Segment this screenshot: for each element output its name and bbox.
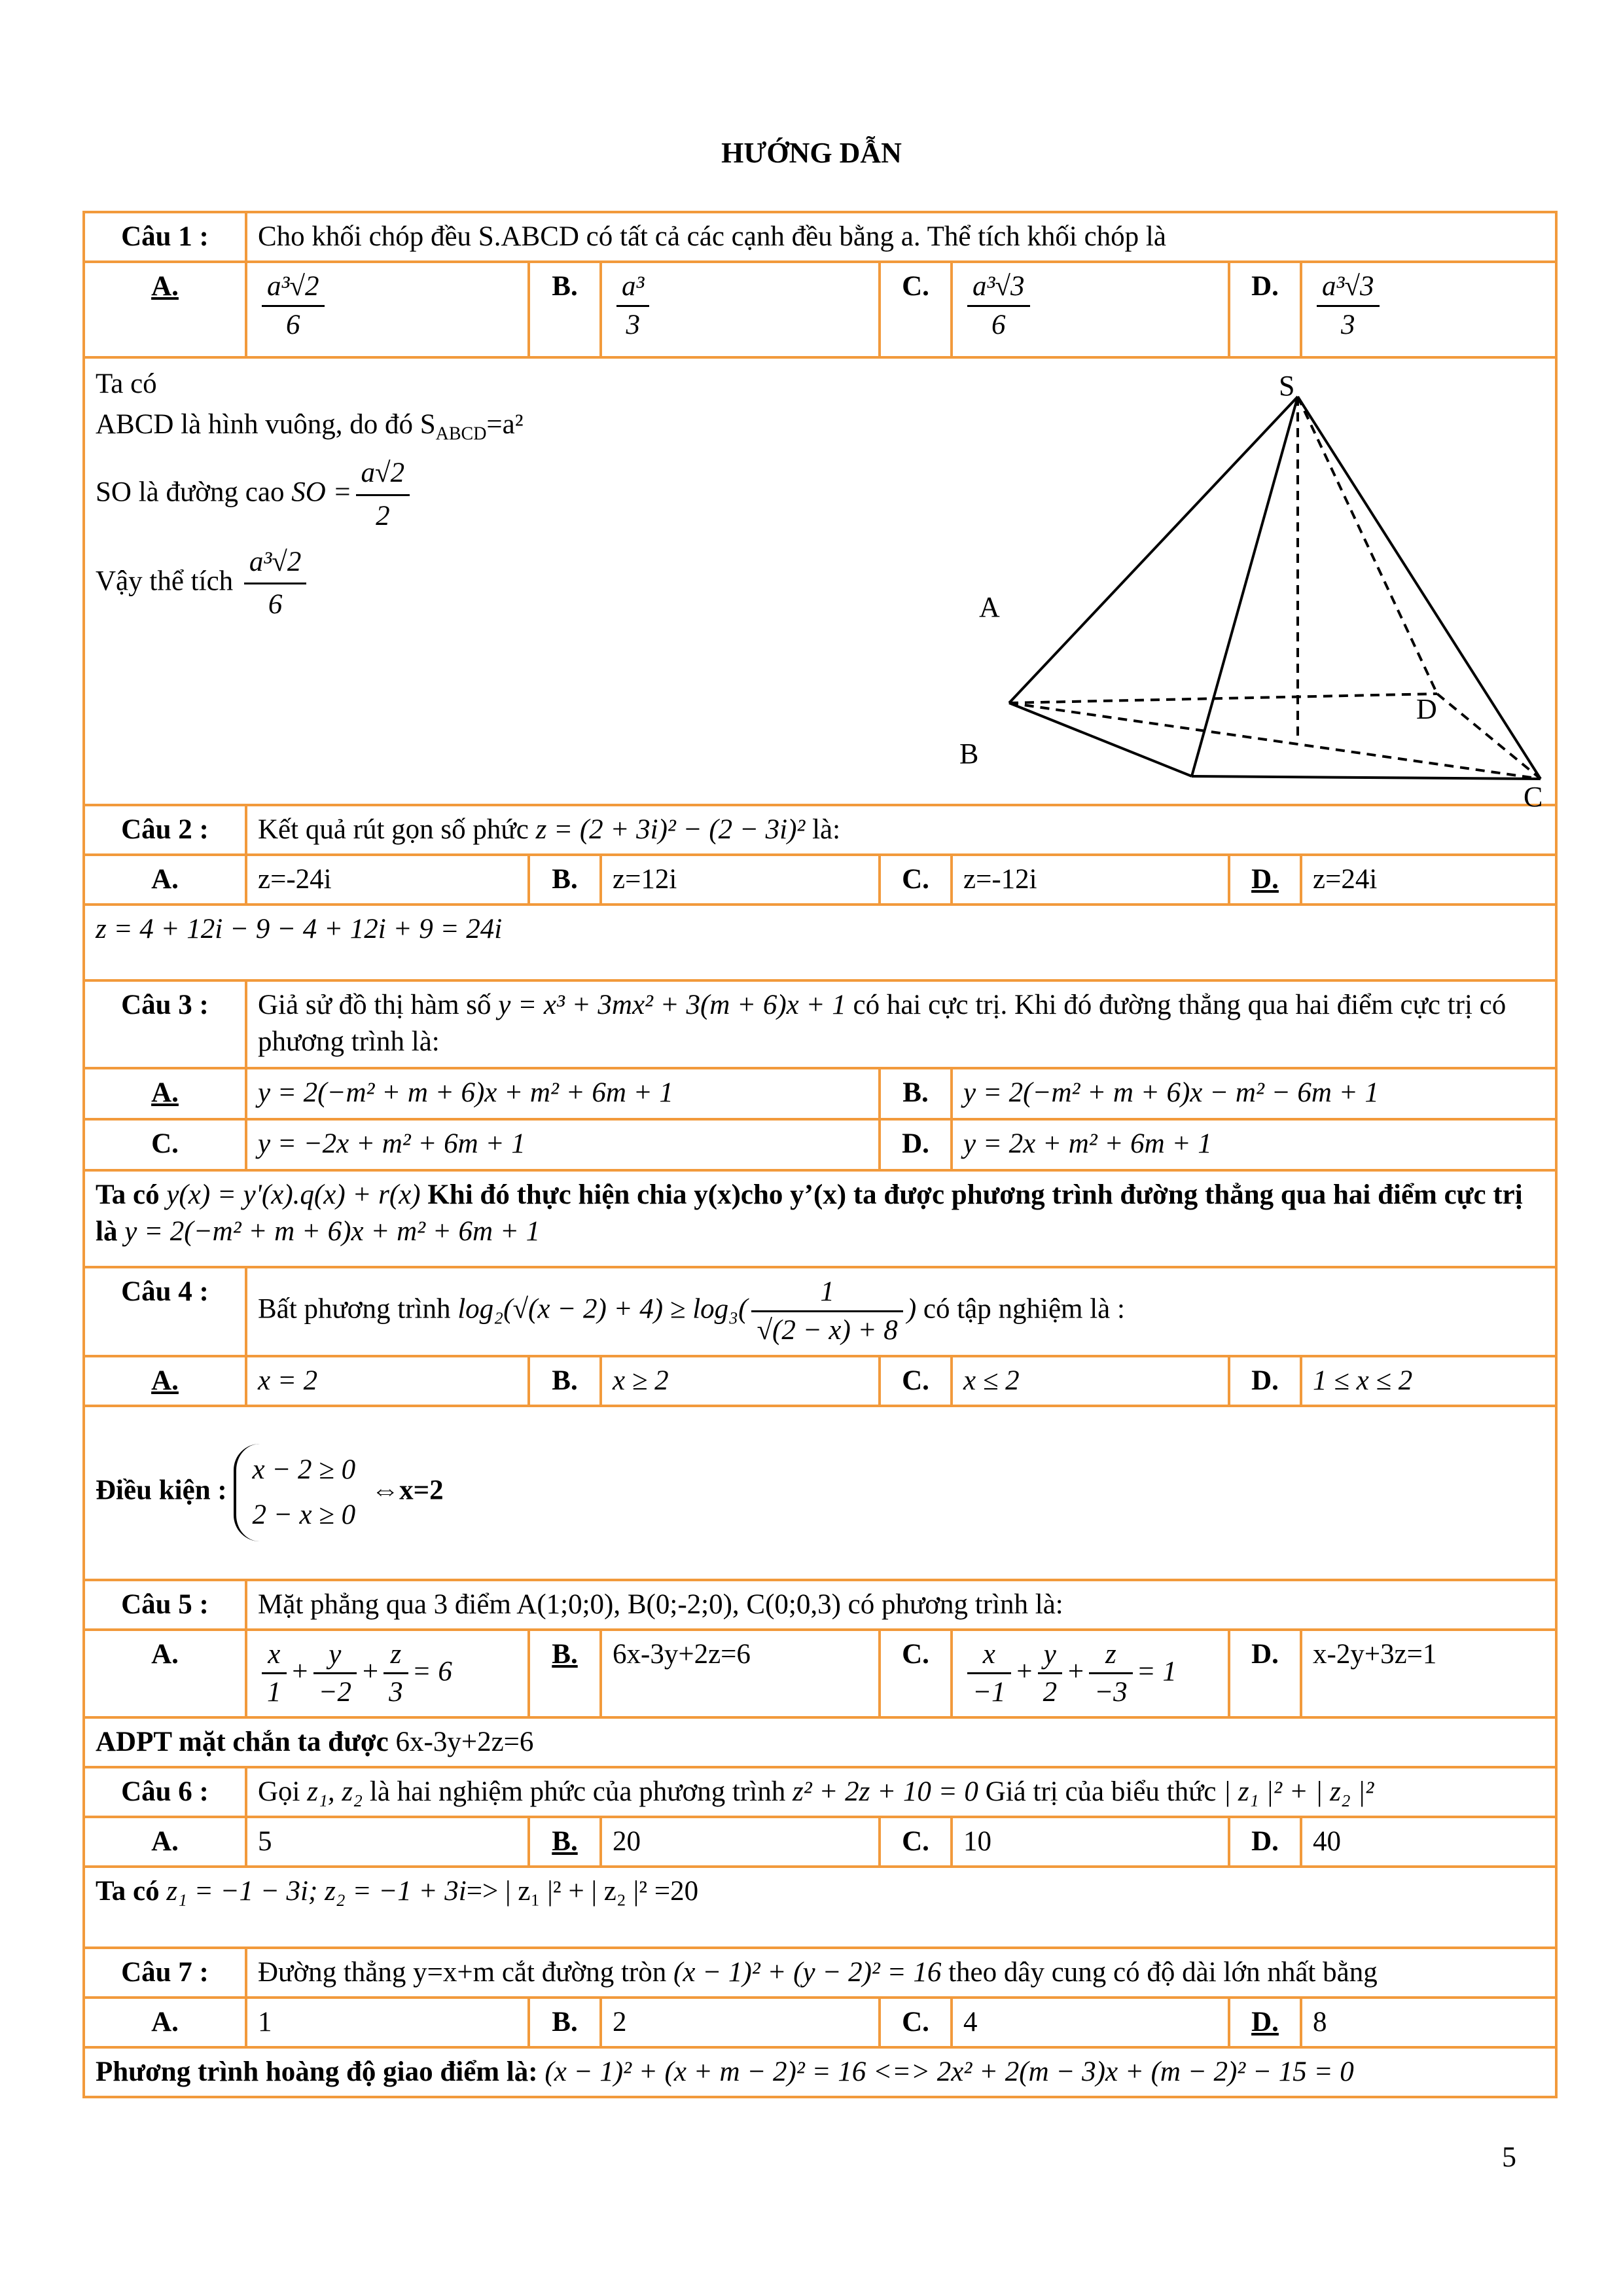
q3-solution: Ta có y(x) = y'(x).q(x) + r(x) Khi đó thực hiện chia y(x)cho y’(x) ta được phương trình đường thẳng qua hai điểm cực trị là y = 2(−m² + m + 6)x + m² + 6m + 1 xyxy=(84,1170,1556,1267)
option-label: C. xyxy=(880,1998,952,2047)
option-value: 5 xyxy=(246,1817,529,1867)
label-D: D xyxy=(1416,692,1437,725)
option-value: x ≤ 2 xyxy=(952,1356,1229,1406)
answer-table xyxy=(82,211,1558,2098)
option-value: y = 2x + m² + 6m + 1 xyxy=(952,1119,1556,1170)
edge-AC xyxy=(1009,703,1541,779)
option-value: z=-24i xyxy=(246,855,529,905)
option-value: 40 xyxy=(1301,1817,1556,1867)
option-value: z=24i xyxy=(1301,855,1556,905)
q6-options xyxy=(84,1817,1556,1867)
option-label: D. xyxy=(1229,1817,1301,1867)
sol-line: Vậy thể tích $\frac{\text{a³√2}}{6}$ xyxy=(96,542,750,626)
q2-options xyxy=(84,855,1556,905)
option-value: $\frac{\text{a³√2}}{6}$ xyxy=(246,262,529,357)
option-label: B. xyxy=(529,262,601,357)
q5-options xyxy=(84,1630,1556,1718)
option-label: B. xyxy=(529,1998,601,2047)
option-value: y = 2(−m² + m + 6)x − m² − 6m + 1 xyxy=(952,1068,1556,1119)
option-value: 4 xyxy=(952,1998,1229,2047)
option-value: 2 xyxy=(601,1998,880,2047)
option-label: D. xyxy=(1229,1356,1301,1406)
q6-text: Gọi z₁, z₂ là hai nghiệm phức của phương trình z² + 2z + 10 = 0 Giá trị của biểu thức | z₁ |² + | z₂ |² xyxy=(246,1767,1556,1817)
option-label: C. xyxy=(880,262,952,357)
option-label: C. xyxy=(880,1817,952,1867)
q2-solution: z = 4 + 12i − 9 − 4 + 12i + 9 = 24i xyxy=(84,905,1556,980)
label-B: B xyxy=(959,737,979,770)
option-value: y = 2(−m² + m + 6)x + m² + 6m + 1 xyxy=(246,1068,880,1119)
option-value: 1 ≤ x ≤ 2 xyxy=(1301,1356,1556,1406)
edge-AB xyxy=(1009,703,1192,776)
option-label: B. xyxy=(529,1630,601,1718)
option-value: z=-12i xyxy=(952,855,1229,905)
sol-line: ABCD là hình vuông, do đó $S_{ABCD}=a^2$ xyxy=(96,409,524,444)
option-label: A. xyxy=(84,1356,246,1406)
option-value: x = 2 xyxy=(246,1356,529,1406)
q2-label: Câu 2 : xyxy=(84,805,246,855)
option-value: x ≥ 2 xyxy=(601,1356,880,1406)
q5-label: Câu 5 : xyxy=(84,1580,246,1630)
option-label: B. xyxy=(529,1817,601,1867)
q6-label: Câu 6 : xyxy=(84,1767,246,1817)
q5-solution: ADPT mặt chắn ta được 6x-3y+2z=6 xyxy=(84,1717,1556,1767)
option-value: $\frac{\text{a³√3}}{6}$ xyxy=(952,262,1229,357)
label-S: S xyxy=(1279,369,1295,402)
option-label: B. xyxy=(529,1356,601,1406)
sol-line: Ta có xyxy=(96,368,157,399)
q3-text: Giả sử đồ thị hàm số y = x³ + 3mx² + 3(m + 6)x + 1 có hai cực trị. Khi đó đường thẳng qua hai điểm cực trị có phương trình là: xyxy=(246,980,1556,1068)
option-value: 20 xyxy=(601,1817,880,1867)
edge-AD xyxy=(1009,694,1437,703)
option-value: x-2y+3z=1 xyxy=(1301,1630,1556,1718)
option-value: z=12i xyxy=(601,855,880,905)
q3-options-row2 xyxy=(84,1119,1556,1170)
pyramid-figure xyxy=(838,365,1543,813)
option-label: A. xyxy=(84,262,246,357)
option-label: D. xyxy=(1229,855,1301,905)
label-A: A xyxy=(979,590,1000,623)
q7-options xyxy=(84,1998,1556,2047)
option-label: B. xyxy=(880,1068,952,1119)
option-value: 1 xyxy=(246,1998,529,2047)
label-C: C xyxy=(1524,780,1543,813)
option-value: $\frac{\text{a³√3}}{3}$ xyxy=(1301,262,1556,357)
option-label: A. xyxy=(84,1068,246,1119)
option-value: 10 xyxy=(952,1817,1229,1867)
q3-label: Câu 3 : xyxy=(84,980,246,1068)
q5-text: Mặt phẳng qua 3 điểm A(1;0;0), B(0;-2;0), C(0;0,3) có phương trình là: xyxy=(246,1580,1556,1630)
option-label: B. xyxy=(529,855,601,905)
q4-solution: Điều kiện : x − 2 ≥ 0 2 − x ≥ 0 ⇔x=2 xyxy=(84,1406,1556,1580)
q4-text: Bất phương trình log₂(√(x − 2) + 4) ≥ log₃( $\frac{1}{√(2 - x) + 8}$ ) có tập nghiệm là : xyxy=(246,1267,1556,1356)
sol-line: SO là đường cao SO = $\frac{a√2}{2}$ xyxy=(96,453,750,537)
q2-text: Kết quả rút gọn số phức z = (2 + 3i)² − (2 − 3i)² là: xyxy=(246,805,1556,855)
option-label: D. xyxy=(1229,1998,1301,2047)
q1-text: Cho khối chóp đều S.ABCD có tất cả các cạnh đều bằng a. Thể tích khối chóp là xyxy=(246,212,1556,262)
condition-system: x − 2 ≥ 0 2 − x ≥ 0 xyxy=(234,1444,371,1542)
option-label: D. xyxy=(880,1119,952,1170)
q7-solution: Phương trình hoàng độ giao điểm là: (x − 1)² + (x + m − 2)² = 16 <=> 2x² + 2(m − 3)x + (m − 2)² − 15 = 0 xyxy=(84,2047,1556,2097)
option-value: y = −2x + m² + 6m + 1 xyxy=(246,1119,880,1170)
q1-solution xyxy=(84,357,1556,813)
option-label: A. xyxy=(84,1630,246,1718)
edge-BC xyxy=(1192,776,1541,779)
q4-label: Câu 4 : xyxy=(84,1267,246,1356)
option-label: A. xyxy=(84,1817,246,1867)
q3-options-row1 xyxy=(84,1068,1556,1119)
q1-options xyxy=(84,262,1556,357)
option-value: 8 xyxy=(1301,1998,1556,2047)
option-label: A. xyxy=(84,855,246,905)
option-label: C. xyxy=(880,1630,952,1718)
q7-label: Câu 7 : xyxy=(84,1948,246,1998)
option-label: D. xyxy=(1229,262,1301,357)
option-value: $\frac{x}{1}$ + $\frac{y}{-2}$ + $\frac{z}{3}$ = 6 xyxy=(246,1630,529,1718)
q7-text: Đường thẳng y=x+m cắt đường tròn (x − 1)² + (y − 2)² = 16 theo dây cung có độ dài lớn nhất bằng xyxy=(246,1948,1556,1998)
option-label: A. xyxy=(84,1998,246,2047)
option-value: 6x-3y+2z=6 xyxy=(601,1630,880,1718)
option-value: $\frac{\text{a³}}{3}$ xyxy=(601,262,880,357)
edge-SD xyxy=(1298,397,1437,694)
q4-options xyxy=(84,1356,1556,1406)
option-label: C. xyxy=(880,855,952,905)
option-label: C. xyxy=(880,1356,952,1406)
page-title: HƯỚNG DẪN xyxy=(721,137,902,169)
q6-solution: Ta có z₁ = −1 − 3i; z₂ = −1 + 3i=> | z₁ |² + | z₂ |² =20 xyxy=(84,1867,1556,1948)
page-number: 5 xyxy=(1502,2141,1516,2173)
q1-label: Câu 1 : xyxy=(84,212,246,262)
option-label: D. xyxy=(1229,1630,1301,1718)
option-label: C. xyxy=(84,1119,246,1170)
option-value: $\frac{x}{-1}$ + $\frac{y}{2}$ + $\frac{z}{-3}$ = 1 xyxy=(952,1630,1229,1718)
